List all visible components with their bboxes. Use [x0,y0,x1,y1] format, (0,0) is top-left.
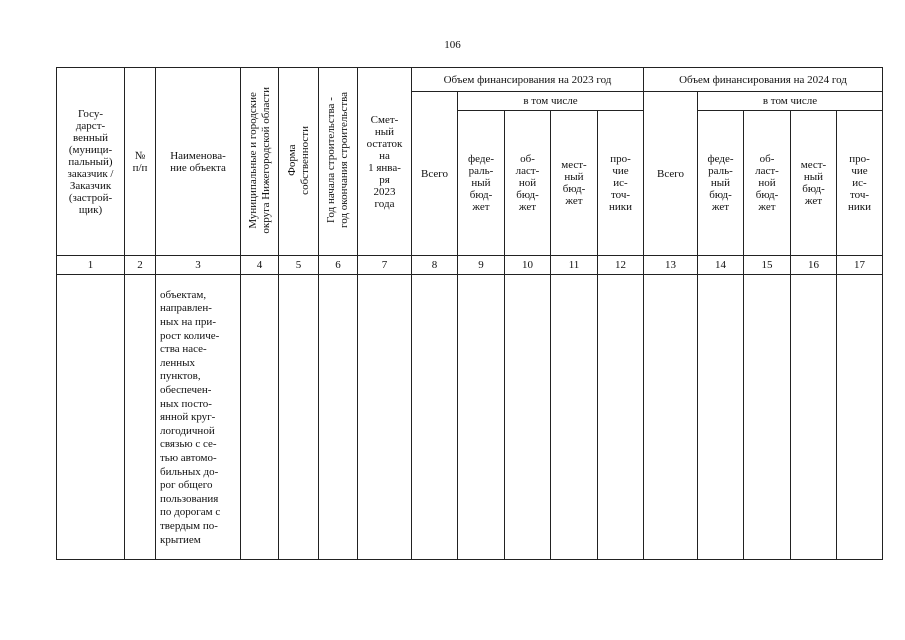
header-years-cell [319,68,358,256]
column-number: 12 [598,256,644,275]
header-including-2024: в том числе [698,92,883,111]
cell-federal-2024 [698,275,744,560]
header-number: № п/п [125,68,156,256]
cell-local-2023 [551,275,598,560]
column-number: 6 [319,256,358,275]
header-total-2024: Всего [644,92,698,256]
object-name-text: объектам, направлен- ных на при- рост количе- ства насе- ленных пунктов, обеспечен- ных посто- янной круг- логодичной связью с се- тью автомо- бильных до- рог общего пользования по дорогам с твердым по- крытием [160,288,221,546]
column-number: 16 [791,256,837,275]
column-number-row [57,256,883,275]
header-regional-2023: об- ласт- ной бюд- жет [505,111,551,256]
header-including-2023: в том числе [458,92,644,111]
column-number: 5 [279,256,319,275]
cell-total-2023 [412,275,458,560]
header-total-2023: Всего [412,92,458,256]
column-number: 2 [125,256,156,275]
column-number: 13 [644,256,698,275]
cell-years [319,275,358,560]
cell-ownership [279,275,319,560]
cell-estimate [358,275,412,560]
column-number: 7 [358,256,412,275]
financing-table [56,67,883,560]
header-local-2023: мест- ный бюд- жет [551,111,598,256]
cell-municipal [241,275,279,560]
header-federal-2024: феде- раль- ный бюд- жет [698,111,744,256]
header-years: Год начала строительства - год окончания строительства [325,92,350,228]
header-funding-2024: Объем финансирования на 2024 год [644,68,883,92]
cell-customer [57,275,125,560]
header-ownership: Форма собственности [285,125,311,195]
header-funding-2023: Объем финансирования на 2023 год [412,68,644,92]
column-number: 15 [744,256,791,275]
column-number: 8 [412,256,458,275]
column-number: 9 [458,256,505,275]
cell-regional-2023 [505,275,551,560]
column-number: 3 [156,256,241,275]
column-number: 10 [505,256,551,275]
header-municipal-cell [241,68,279,256]
column-number: 1 [57,256,125,275]
header-object-name: Наименова- ние объекта [156,68,241,256]
cell-number [125,275,156,560]
header-estimate: Смет- ный остаток на 1 янва- ря 2023 года [358,68,412,256]
cell-regional-2024 [744,275,791,560]
column-number: 4 [241,256,279,275]
cell-object-name [156,275,241,560]
header-ownership-cell [279,68,319,256]
header-other-2024: про- чие ис- точ- ники [837,111,883,256]
header-local-2024: мест- ный бюд- жет [791,111,837,256]
header-other-2023: про- чие ис- точ- ники [598,111,644,256]
cell-local-2024 [791,275,837,560]
page-number: 106 [444,39,461,51]
header-customer: Госу- дарст- венный (муници- пальный) заказчик / Заказчик (застрой- щик) [57,68,125,256]
cell-federal-2023 [458,275,505,560]
column-number: 11 [551,256,598,275]
cell-other-2024 [837,275,883,560]
header-federal-2023: феде- раль- ный бюд- жет [458,111,505,256]
header-regional-2024: об- ласт- ной бюд- жет [744,111,791,256]
column-number: 17 [837,256,883,275]
cell-total-2024 [644,275,698,560]
column-number: 14 [698,256,744,275]
header-municipal: Муниципальные и городские округа Нижегородской области [246,86,272,234]
cell-other-2023 [598,275,644,560]
table-row [57,275,883,560]
